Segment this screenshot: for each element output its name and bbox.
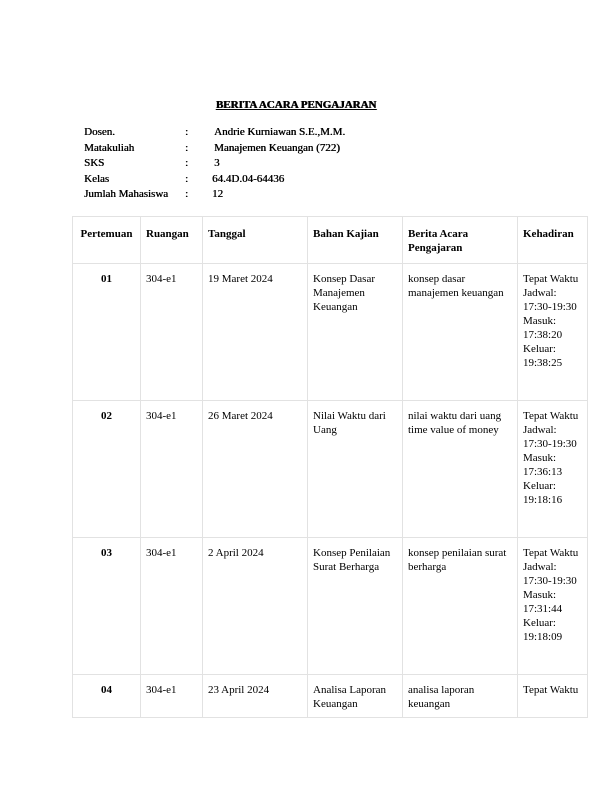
table-row [73, 401, 588, 538]
info-value: 3 [214, 157, 220, 169]
cell-kehadiran [518, 675, 588, 718]
column-header-ruangan: Ruangan [141, 217, 203, 264]
info-colon: : [185, 141, 189, 154]
column-header-kehadiran: Kehadiran [518, 217, 588, 264]
cell-bahan-kajian: Analisa Laporan Keuangan [308, 675, 403, 718]
attendance-status: Tepat Waktu [523, 410, 579, 422]
cell-berita-acara: konsep penilaian surat berharga [403, 538, 518, 675]
info-value: Manajemen Keuangan (722) [214, 141, 340, 154]
cell-berita-acara: konsep dasar manajemen keuangan [403, 264, 518, 401]
cell-tanggal: 19 Maret 2024 [203, 264, 308, 401]
cell-pertemuan: 03 [73, 538, 141, 675]
table-row [73, 675, 588, 718]
attendance-table [72, 216, 588, 718]
info-value: Andrie Kurniawan S.E.,M.M. [214, 126, 346, 138]
info-colon: : [185, 126, 189, 138]
table-row [73, 264, 588, 401]
info-value: 64.4D.04-64436 [212, 172, 285, 185]
cell-pertemuan: 04 [73, 675, 141, 718]
info-colon: : [185, 188, 189, 200]
info-label: Kelas [84, 172, 110, 185]
info-value: 12 [212, 188, 223, 200]
cell-tanggal: 23 April 2024 [203, 675, 308, 718]
column-header-pertemuan: Pertemuan [73, 217, 141, 264]
attendance-check-out: Keluar: 19:18:16 [523, 480, 563, 506]
column-header-tanggal: Tanggal [203, 217, 308, 264]
attendance-schedule: Jadwal: 17:30-19:30 [523, 424, 577, 450]
cell-berita-acara: nilai waktu dari uang time value of money [403, 401, 518, 538]
table-header-row [73, 217, 588, 264]
document-title: BERITA ACARA PENGAJARAN [215, 99, 377, 111]
attendance-check-out: Keluar: 19:18:09 [523, 617, 563, 643]
cell-kehadiran [518, 401, 588, 538]
attendance-check-in: Masuk: 17:36:13 [523, 452, 563, 478]
attendance-status: Tepat Waktu [523, 684, 579, 696]
cell-bahan-kajian: Konsep Penilaian Surat Berharga [308, 538, 403, 675]
info-label: Dosen. [84, 126, 115, 138]
cell-kehadiran [518, 538, 588, 675]
column-header-berita-acara: Berita Acara Pengajaran [403, 217, 518, 264]
cell-ruangan: 304-e1 [141, 675, 203, 718]
cell-pertemuan: 01 [73, 264, 141, 401]
attendance-check-out: Keluar: 19:38:25 [523, 343, 563, 369]
cell-tanggal: 26 Maret 2024 [203, 401, 308, 538]
cell-ruangan: 304-e1 [141, 264, 203, 401]
cell-bahan-kajian: Konsep Dasar Manajemen Keuangan [308, 264, 403, 401]
info-label: SKS [84, 157, 105, 169]
attendance-check-in: Masuk: 17:38:20 [523, 315, 563, 341]
table-row [73, 538, 588, 675]
column-header-bahan-kajian: Bahan Kajian [308, 217, 403, 264]
attendance-status: Tepat Waktu [523, 273, 579, 285]
cell-kehadiran [518, 264, 588, 401]
cell-berita-acara: analisa laporan keuangan [403, 675, 518, 718]
info-label: Matakuliah [84, 141, 135, 154]
cell-pertemuan: 02 [73, 401, 141, 538]
attendance-status: Tepat Waktu [523, 547, 579, 559]
cell-ruangan: 304-e1 [141, 401, 203, 538]
info-colon: : [185, 157, 189, 169]
attendance-schedule: Jadwal: 17:30-19:30 [523, 561, 577, 587]
info-colon: : [185, 172, 189, 185]
attendance-check-in: Masuk: 17:31:44 [523, 589, 563, 615]
cell-tanggal: 2 April 2024 [203, 538, 308, 675]
info-label: Jumlah Mahasiswa [84, 188, 169, 200]
cell-ruangan: 304-e1 [141, 538, 203, 675]
cell-bahan-kajian: Nilai Waktu dari Uang [308, 401, 403, 538]
attendance-schedule: Jadwal: 17:30-19:30 [523, 287, 577, 313]
